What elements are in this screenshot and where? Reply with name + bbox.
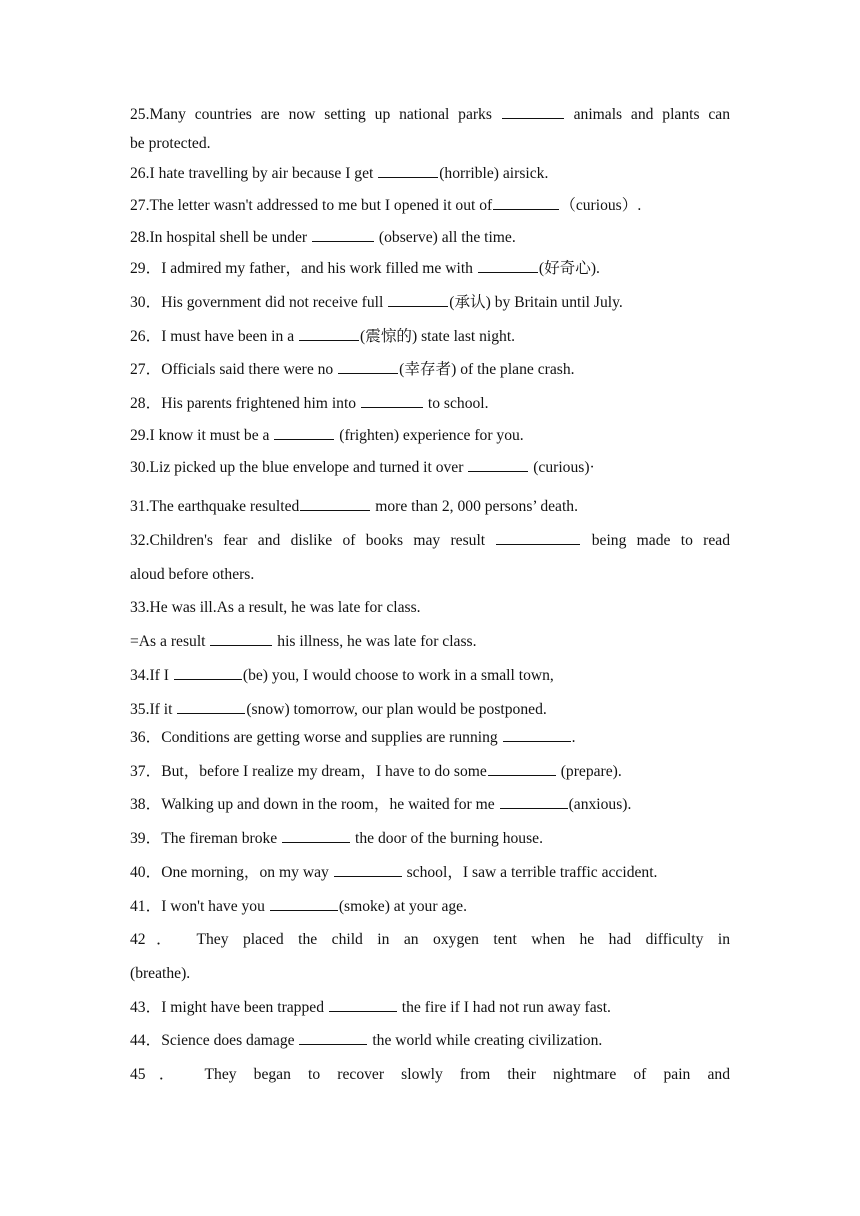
question-text: 38．Walking up and down in the room，he waited for me bbox=[130, 796, 499, 813]
answer-blank[interactable] bbox=[500, 795, 568, 809]
question-line-q42 bbox=[130, 930, 730, 950]
question-text: (horrible) airsick. bbox=[439, 165, 549, 182]
answer-blank[interactable] bbox=[210, 632, 272, 646]
question-text: (震惊的) state last night. bbox=[360, 328, 516, 345]
question-text: 45． They began to recover slowly from their nightmare of pain and bbox=[130, 1066, 730, 1083]
question-line-q40 bbox=[130, 863, 730, 883]
question-text: the fire if I had not run away fast. bbox=[397, 999, 611, 1016]
answer-blank[interactable] bbox=[468, 458, 528, 472]
question-line-q42-cont bbox=[130, 964, 730, 984]
question-text: (frighten) experience for you. bbox=[335, 427, 524, 444]
question-text: 30.Liz picked up the blue envelope and turned it over bbox=[130, 459, 468, 476]
answer-blank[interactable] bbox=[502, 105, 564, 119]
question-line-q37 bbox=[130, 762, 730, 782]
question-text: 27．Officials said there were no bbox=[130, 361, 338, 378]
answer-blank[interactable] bbox=[329, 998, 397, 1012]
question-text: (prepare). bbox=[556, 763, 622, 780]
question-line-q33-rewrite bbox=[130, 632, 730, 652]
question-line-q26b bbox=[130, 327, 730, 347]
answer-blank[interactable] bbox=[312, 228, 374, 242]
question-text: (curious)· bbox=[529, 459, 595, 476]
question-text: school，I saw a terrible traffic accident. bbox=[402, 864, 658, 881]
question-text: 42． They placed the child in an oxygen tent when he had difficulty in bbox=[130, 931, 730, 948]
question-text: 43．I might have been trapped bbox=[130, 999, 328, 1016]
answer-blank[interactable] bbox=[361, 394, 423, 408]
question-text: (observe) all the time. bbox=[375, 229, 516, 246]
question-line-q36 bbox=[130, 728, 730, 748]
question-text: animals and plants can bbox=[564, 106, 730, 123]
question-line-q45 bbox=[130, 1065, 730, 1085]
question-text: (anxious). bbox=[568, 796, 632, 813]
question-line-q44 bbox=[130, 1031, 730, 1051]
answer-blank[interactable] bbox=[338, 360, 398, 374]
answer-blank[interactable] bbox=[174, 666, 242, 680]
question-text: more than 2, 000 persons’ death. bbox=[371, 498, 579, 515]
question-line-q33 bbox=[130, 598, 730, 618]
answer-blank[interactable] bbox=[488, 762, 556, 776]
question-text: 36．Conditions are getting worse and supplies are running bbox=[130, 729, 502, 746]
question-text: the world while creating civilization. bbox=[368, 1032, 603, 1049]
question-line-q27b bbox=[130, 360, 730, 380]
question-text: 41．I won't have you bbox=[130, 898, 269, 915]
question-text: 35.If it bbox=[130, 701, 177, 718]
answer-blank[interactable] bbox=[334, 863, 402, 877]
question-text: 39．The fireman broke bbox=[130, 830, 282, 847]
question-text: 26．I must have been in a bbox=[130, 328, 299, 345]
answer-blank[interactable] bbox=[299, 327, 359, 341]
answer-blank[interactable] bbox=[496, 531, 580, 545]
answer-blank[interactable] bbox=[274, 426, 334, 440]
question-text: his illness, he was late for class. bbox=[273, 633, 477, 650]
question-text: 33.He was ill.As a result, he was late for class. bbox=[130, 599, 421, 616]
answer-blank[interactable] bbox=[478, 259, 538, 273]
answer-blank[interactable] bbox=[503, 728, 571, 742]
question-text: (承认) by Britain until July. bbox=[449, 294, 623, 311]
question-text: (be) you, I would choose to work in a small town, bbox=[242, 667, 554, 684]
question-line-q38 bbox=[130, 795, 730, 815]
question-line-q28a bbox=[130, 228, 730, 248]
question-line-q32 bbox=[130, 531, 730, 551]
question-text: 37．But，before I realize my dream，I have to do some bbox=[130, 763, 487, 780]
question-text: to school. bbox=[423, 395, 489, 412]
question-text: . bbox=[571, 729, 576, 746]
question-text: 25.Many countries are now setting up national parks bbox=[130, 106, 501, 123]
question-text: being made to read bbox=[581, 532, 730, 549]
question-text: 29．I admired my father，and his work filled me with bbox=[130, 260, 477, 277]
question-text: (smoke) at your age. bbox=[338, 898, 467, 915]
question-line-q43 bbox=[130, 998, 730, 1018]
question-text: 30．His government did not receive full bbox=[130, 294, 388, 311]
question-line-q25a-cont bbox=[130, 134, 730, 154]
question-text: (breathe). bbox=[130, 965, 191, 982]
question-line-q27a bbox=[130, 196, 730, 216]
question-line-q26a bbox=[130, 164, 730, 184]
question-text: 32.Children's fear and dislike of books may result bbox=[130, 532, 496, 549]
question-line-q31 bbox=[130, 497, 730, 517]
question-text: be protected. bbox=[130, 135, 211, 152]
question-line-q32-cont bbox=[130, 565, 730, 585]
answer-blank[interactable] bbox=[270, 897, 338, 911]
question-line-q35 bbox=[130, 700, 730, 720]
question-text: (幸存者) of the plane crash. bbox=[399, 361, 575, 378]
answer-blank[interactable] bbox=[177, 700, 245, 714]
question-text: =As a result bbox=[130, 633, 210, 650]
question-text: 40．One morning，on my way bbox=[130, 864, 333, 881]
question-text: 26.I hate travelling by air because I get bbox=[130, 165, 378, 182]
question-text: 29.I know it must be a bbox=[130, 427, 274, 444]
question-line-q41 bbox=[130, 897, 730, 917]
question-line-q30b bbox=[130, 458, 730, 478]
question-text: 28．His parents frightened him into bbox=[130, 395, 360, 412]
answer-blank[interactable] bbox=[282, 829, 350, 843]
answer-blank[interactable] bbox=[388, 293, 448, 307]
answer-blank[interactable] bbox=[378, 164, 438, 178]
answer-blank[interactable] bbox=[493, 196, 559, 210]
question-text: 44．Science does damage bbox=[130, 1032, 299, 1049]
question-line-q34 bbox=[130, 666, 730, 686]
question-text: 28.In hospital shell be under bbox=[130, 229, 312, 246]
question-text: （curious）. bbox=[560, 197, 642, 214]
question-text: 34.If I bbox=[130, 667, 173, 684]
answer-blank[interactable] bbox=[299, 1031, 367, 1045]
question-text: 31.The earthquake resulted bbox=[130, 498, 300, 515]
question-text: the door of the burning house. bbox=[351, 830, 543, 847]
question-text: aloud before others. bbox=[130, 566, 255, 583]
question-line-q28b bbox=[130, 394, 730, 414]
question-text: (好奇心). bbox=[538, 260, 600, 277]
answer-blank[interactable] bbox=[300, 497, 370, 511]
question-line-q39 bbox=[130, 829, 730, 849]
question-text: 27.The letter wasn't addressed to me but I opened it out of bbox=[130, 197, 493, 214]
question-line-q29b bbox=[130, 426, 730, 446]
question-line-q30a bbox=[130, 293, 730, 313]
question-line-q25a bbox=[130, 105, 730, 125]
question-text: (snow) tomorrow, our plan would be postponed. bbox=[246, 701, 547, 718]
question-line-q29a bbox=[130, 259, 730, 279]
